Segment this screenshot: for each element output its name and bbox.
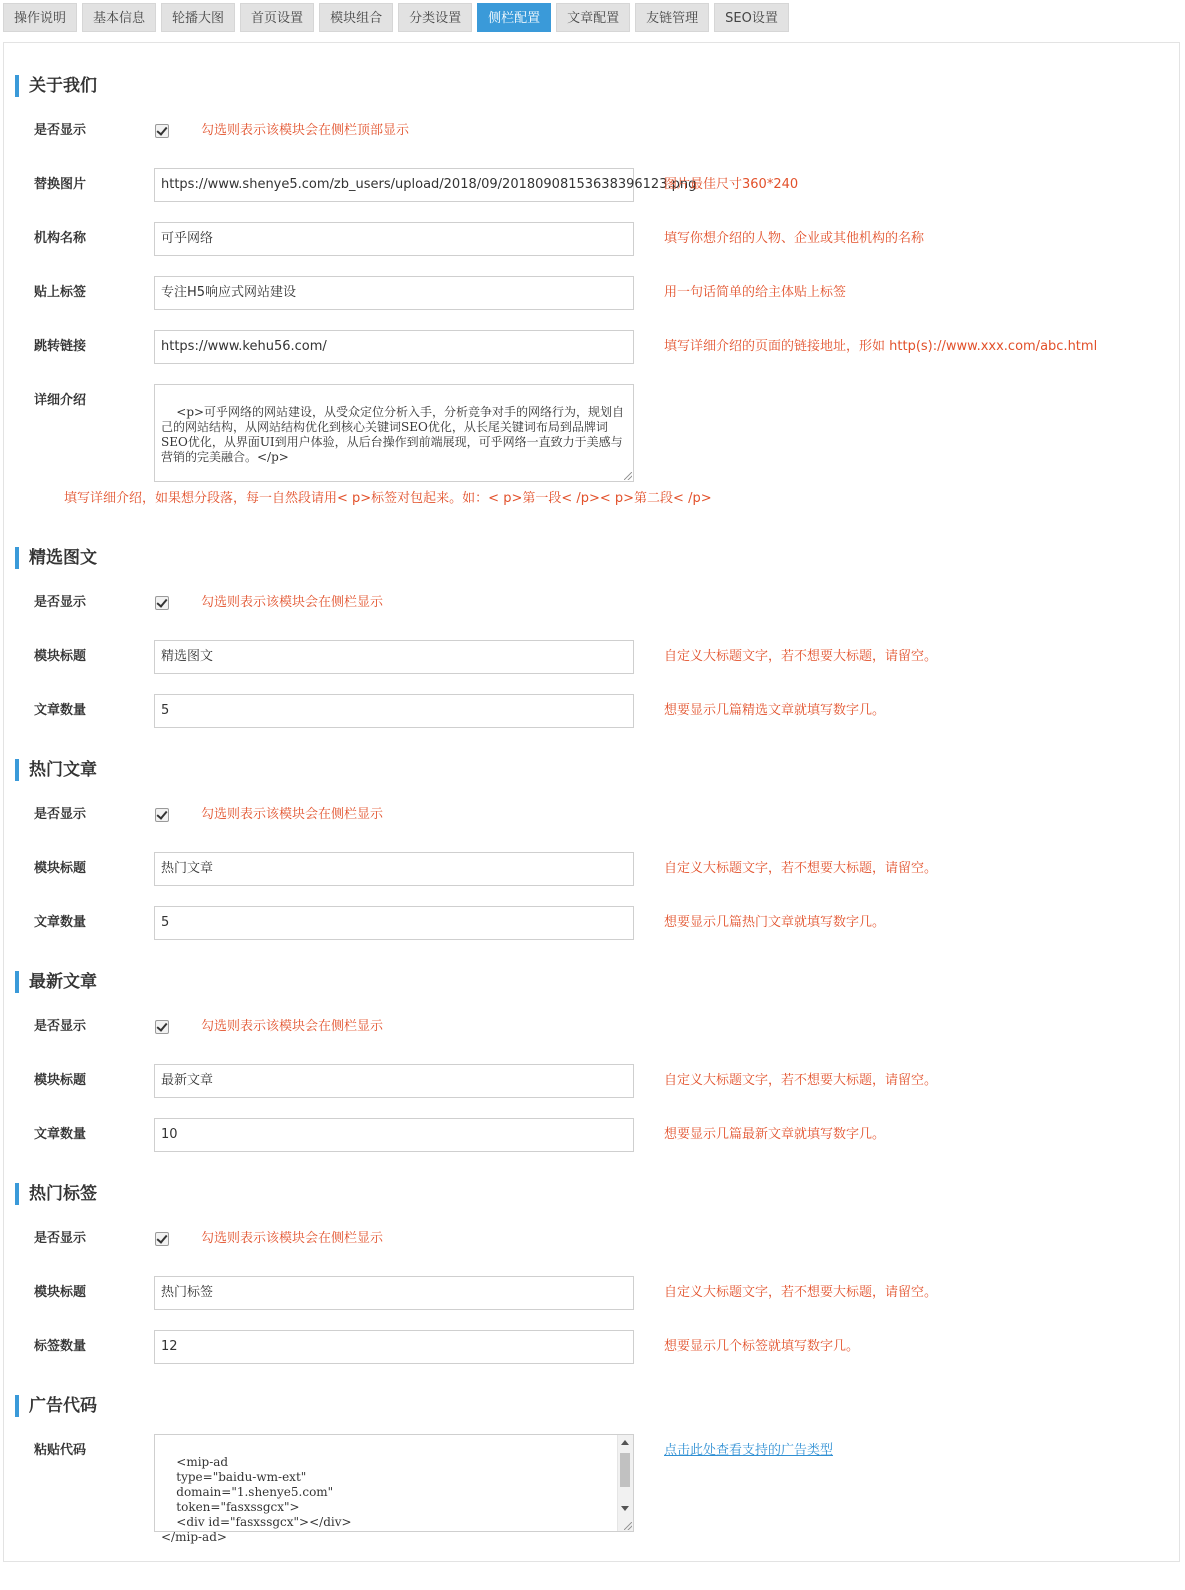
tags-show-checkbox[interactable] <box>155 1232 169 1246</box>
tags-title-input[interactable]: 热门标签 <box>154 1276 634 1310</box>
tab-links[interactable]: 友链管理 <box>635 3 709 32</box>
section-title-latest: 最新文章 <box>15 971 97 993</box>
scroll-up-arrow-icon[interactable] <box>621 1440 629 1445</box>
scroll-thumb[interactable] <box>620 1453 630 1487</box>
tab-modules[interactable]: 模块组合 <box>319 3 393 32</box>
tags-show-label: 是否显示 <box>34 1231 87 1246</box>
section-title-tags: 热门标签 <box>15 1183 97 1205</box>
resize-handle[interactable] <box>624 1522 632 1530</box>
ad-code-textarea[interactable] <box>154 1434 634 1544</box>
latest-show-label: 是否显示 <box>34 1019 87 1034</box>
about-show-hint: 勾选则表示该模块会在侧栏顶部显示 <box>201 123 410 138</box>
about-image-hint: 图片最佳尺寸360*240 <box>664 177 799 192</box>
about-link-hint: 填写详细介绍的页面的链接地址，形如 http(s)://www.xxx.com/abc.html <box>664 339 1098 354</box>
latest-show-checkbox[interactable] <box>155 1020 169 1034</box>
featured-count-input[interactable]: 5 <box>154 694 634 728</box>
tab-sidebar[interactable]: 侧栏配置 <box>477 3 551 32</box>
hot-show-label: 是否显示 <box>34 807 87 822</box>
hot-count-input[interactable]: 5 <box>154 906 634 940</box>
about-show-checkbox[interactable] <box>155 124 169 138</box>
section-title-about: 关于我们 <box>15 75 97 97</box>
tab-categories[interactable]: 分类设置 <box>398 3 472 32</box>
about-detail-hint: 填写详细介绍，如果想分段落，每一自然段请用< p>标签对包起来。如：< p>第一段< /p>< p>第二段< /p> <box>64 491 712 506</box>
about-image-input[interactable]: https://www.shenye5.com/zb_users/upload/2018/09/20180908153638396123.png <box>154 168 634 202</box>
latest-title-hint: 自定义大标题文字，若不想要大标题，请留空。 <box>664 1073 938 1088</box>
ad-code-scrollbar[interactable] <box>617 1435 633 1531</box>
ad-types-link[interactable]: 点击此处查看支持的广告类型 <box>664 1443 834 1458</box>
about-detail-text: <p>可乎网络的网站建设，从受众定位分析入手，分析竞争对手的网络行为，规划自己的网站结构，从网站结构优化到核心关键词SEO优化，从长尾关键词布局到品牌词SEO优化，从界面UI到用户体验，从后台操作到前端展现，可乎网络一直致力于美感与营销的完美融合。</p> <box>161 405 625 464</box>
latest-count-hint: 想要显示几篇最新文章就填写数字几。 <box>664 1127 886 1142</box>
tab-carousel[interactable]: 轮播大图 <box>161 3 235 32</box>
tags-count-label: 标签数量 <box>34 1339 87 1354</box>
latest-show-hint: 勾选则表示该模块会在侧栏显示 <box>201 1019 384 1034</box>
section-title-hot: 热门文章 <box>15 759 97 781</box>
featured-title-input[interactable]: 精选图文 <box>154 640 634 674</box>
about-image-label: 替换图片 <box>34 177 87 192</box>
featured-title-label: 模块标题 <box>34 649 87 664</box>
about-tag-label: 贴上标签 <box>34 285 87 300</box>
hot-count-label: 文章数量 <box>34 915 87 930</box>
tab-seo[interactable]: SEO设置 <box>714 3 789 32</box>
settings-panel <box>3 42 1180 1562</box>
hot-title-hint: 自定义大标题文字，若不想要大标题，请留空。 <box>664 861 938 876</box>
about-tag-hint: 用一句话简单的给主体贴上标签 <box>664 285 847 300</box>
latest-count-input[interactable]: 10 <box>154 1118 634 1152</box>
about-link-label: 跳转链接 <box>34 339 87 354</box>
section-title-featured: 精选图文 <box>15 547 97 569</box>
featured-show-label: 是否显示 <box>34 595 87 610</box>
section-title-ad: 广告代码 <box>15 1395 97 1417</box>
tab-instructions[interactable]: 操作说明 <box>3 3 77 32</box>
ad-code-label: 粘贴代码 <box>34 1443 87 1458</box>
about-tag-input[interactable]: 专注H5响应式网站建设 <box>154 276 634 310</box>
tags-title-hint: 自定义大标题文字，若不想要大标题，请留空。 <box>664 1285 938 1300</box>
hot-show-hint: 勾选则表示该模块会在侧栏显示 <box>201 807 384 822</box>
ad-code-text: <mip-ad type="baidu-wm-ext" domain="1.shenye5.com" token="fasxssgcx"> <div id="fasxssgcx"></div> </mip-ad> <box>161 1455 352 1544</box>
about-org-hint: 填写你想介绍的人物、企业或其他机构的名称 <box>664 231 925 246</box>
latest-title-input[interactable]: 最新文章 <box>154 1064 634 1098</box>
tags-title-label: 模块标题 <box>34 1285 87 1300</box>
scroll-down-arrow-icon[interactable] <box>621 1506 629 1511</box>
about-show-label: 是否显示 <box>34 123 87 138</box>
tags-count-input[interactable]: 12 <box>154 1330 634 1364</box>
about-org-label: 机构名称 <box>34 231 87 246</box>
tab-homepage[interactable]: 首页设置 <box>240 3 314 32</box>
hot-title-label: 模块标题 <box>34 861 87 876</box>
tab-articles[interactable]: 文章配置 <box>556 3 630 32</box>
featured-count-label: 文章数量 <box>34 703 87 718</box>
hot-count-hint: 想要显示几篇热门文章就填写数字几。 <box>664 915 886 930</box>
featured-title-hint: 自定义大标题文字，若不想要大标题，请留空。 <box>664 649 938 664</box>
featured-show-checkbox[interactable] <box>155 596 169 610</box>
about-link-input[interactable]: https://www.kehu56.com/ <box>154 330 634 364</box>
about-detail-textarea[interactable] <box>154 384 634 482</box>
tab-basic-info[interactable]: 基本信息 <box>82 3 156 32</box>
featured-count-hint: 想要显示几篇精选文章就填写数字几。 <box>664 703 886 718</box>
tags-count-hint: 想要显示几个标签就填写数字几。 <box>664 1339 860 1354</box>
latest-title-label: 模块标题 <box>34 1073 87 1088</box>
hot-show-checkbox[interactable] <box>155 808 169 822</box>
about-org-input[interactable]: 可乎网络 <box>154 222 634 256</box>
resize-handle[interactable] <box>624 472 632 480</box>
about-detail-label: 详细介绍 <box>34 393 87 408</box>
tags-show-hint: 勾选则表示该模块会在侧栏显示 <box>201 1231 384 1246</box>
featured-show-hint: 勾选则表示该模块会在侧栏显示 <box>201 595 384 610</box>
latest-count-label: 文章数量 <box>34 1127 87 1142</box>
tab-bar <box>3 3 794 33</box>
hot-title-input[interactable]: 热门文章 <box>154 852 634 886</box>
